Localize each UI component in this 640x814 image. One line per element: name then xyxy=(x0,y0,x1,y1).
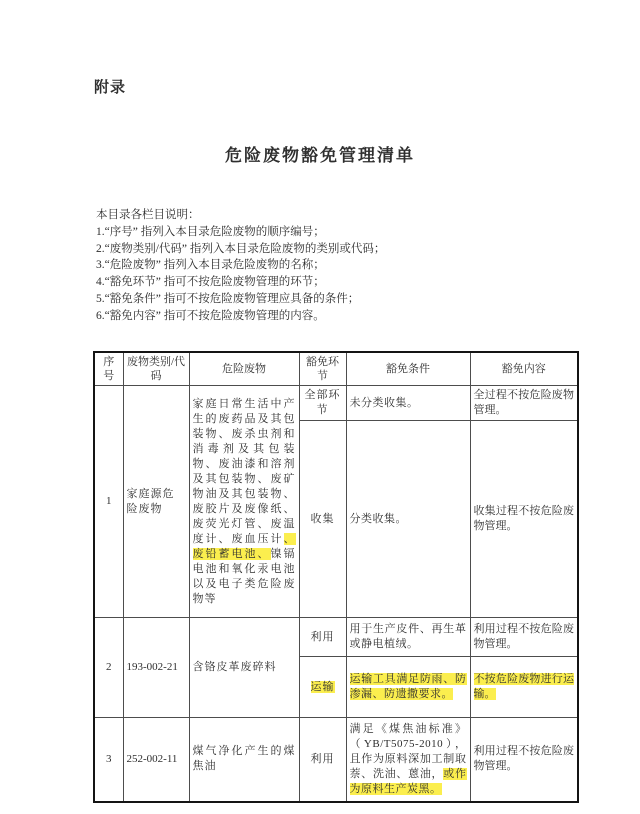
col-header-content: 豁免内容 xyxy=(470,352,578,386)
cell-content-1a: 全过程不按危险废物管理。 xyxy=(470,386,578,421)
cell-content-2b xyxy=(470,657,578,718)
table-row-3 xyxy=(94,718,578,802)
cell-condition-3 xyxy=(346,718,470,802)
content-highlight-transport: 不按危险废物进行运输。 xyxy=(473,673,574,700)
cell-stage-2a: 利用 xyxy=(299,618,346,657)
condition-highlight-carbon-black: 或作为原料生产炭黑。 xyxy=(349,767,467,795)
note-item: 5.“豁免条件” 指可不按危险废物管理应具备的条件； xyxy=(96,292,360,305)
cell-category-2: 193-002-21 xyxy=(123,618,189,718)
condition-text-before: 满足《煤焦油标准》（YB/T5075-2010），且作为原料深加工制取萘、洗油、蒽油， xyxy=(349,722,467,780)
cell-category-1: 家庭源危险废物 xyxy=(123,386,189,618)
cell-seq-3: 3 xyxy=(94,718,123,802)
waste-highlight-lead-acid-battery: 、废铅蓄电池、 xyxy=(192,532,296,560)
col-header-waste: 危险废物 xyxy=(189,352,299,386)
cell-waste-1 xyxy=(189,386,299,618)
waste-text-before: 家庭日常生活中产生的废药品及其包装物、废杀虫剂和消毒剂及其包装物、废油漆和溶剂及其包装物、废矿物油及其包装物、废胶片及废像纸、废荧光灯管、废温度计、废血压计 xyxy=(192,397,296,545)
col-header-category: 废物类别/代码 xyxy=(123,352,189,386)
cell-condition-2b xyxy=(346,657,470,718)
cell-waste-3: 煤气净化产生的煤焦油 xyxy=(189,718,299,802)
note-item: 3.“危险废物” 指列入本目录危险废物的名称； xyxy=(96,259,325,272)
cell-content-3: 利用过程不按危险废物管理。 xyxy=(470,718,578,802)
note-item: 2.“废物类别/代码” 指列入本目录危险废物的类别或代码； xyxy=(96,242,386,255)
note-item: 6.“豁免内容” 指可不按危险废物管理的内容。 xyxy=(96,309,325,322)
cell-stage-1a: 全部环节 xyxy=(299,386,346,421)
cell-content-1b: 收集过程不按危险废物管理。 xyxy=(470,421,578,618)
appendix-label: 附录 xyxy=(94,79,127,96)
note-item: 4.“豁免环节” 指可不按危险废物管理的环节； xyxy=(96,276,325,289)
cell-category-3: 252-002-11 xyxy=(123,718,189,802)
col-header-seq: 序号 xyxy=(94,352,123,386)
cell-content-2a: 利用过程不按危险废物管理。 xyxy=(470,618,578,657)
cell-waste-2: 含铬皮革废碎料 xyxy=(189,618,299,718)
cell-condition-2a: 用于生产皮件、再生革或静电植绒。 xyxy=(346,618,470,657)
notes-intro: 本目录各栏目说明： xyxy=(96,209,200,221)
table-row-1a xyxy=(94,386,578,421)
cell-seq-1: 1 xyxy=(94,386,123,618)
table-row-2a xyxy=(94,618,578,657)
table-header-row xyxy=(94,352,578,386)
stage-highlight-transport: 运输 xyxy=(310,680,335,693)
condition-highlight-transport: 运输工具满足防雨、防渗漏、防遗撒要求。 xyxy=(349,673,467,700)
page-title: 危险废物豁免管理清单 xyxy=(225,146,415,165)
col-header-condition: 豁免条件 xyxy=(346,352,470,386)
exemption-table xyxy=(93,351,579,803)
cell-stage-2b xyxy=(299,657,346,718)
note-item: 1.“序号” 指列入本目录危险废物的顺序编号； xyxy=(96,225,325,238)
waste-text-after: 镍镉电池和氧化汞电池以及电子类危险废物等 xyxy=(192,547,296,605)
cell-stage-1b: 收集 xyxy=(299,421,346,618)
cell-condition-1a: 未分类收集。 xyxy=(346,386,470,421)
cell-seq-2: 2 xyxy=(94,618,123,718)
cell-condition-1b: 分类收集。 xyxy=(346,421,470,618)
cell-stage-3: 利用 xyxy=(299,718,346,802)
col-header-stage: 豁免环节 xyxy=(299,352,346,386)
notes-block xyxy=(96,207,546,325)
